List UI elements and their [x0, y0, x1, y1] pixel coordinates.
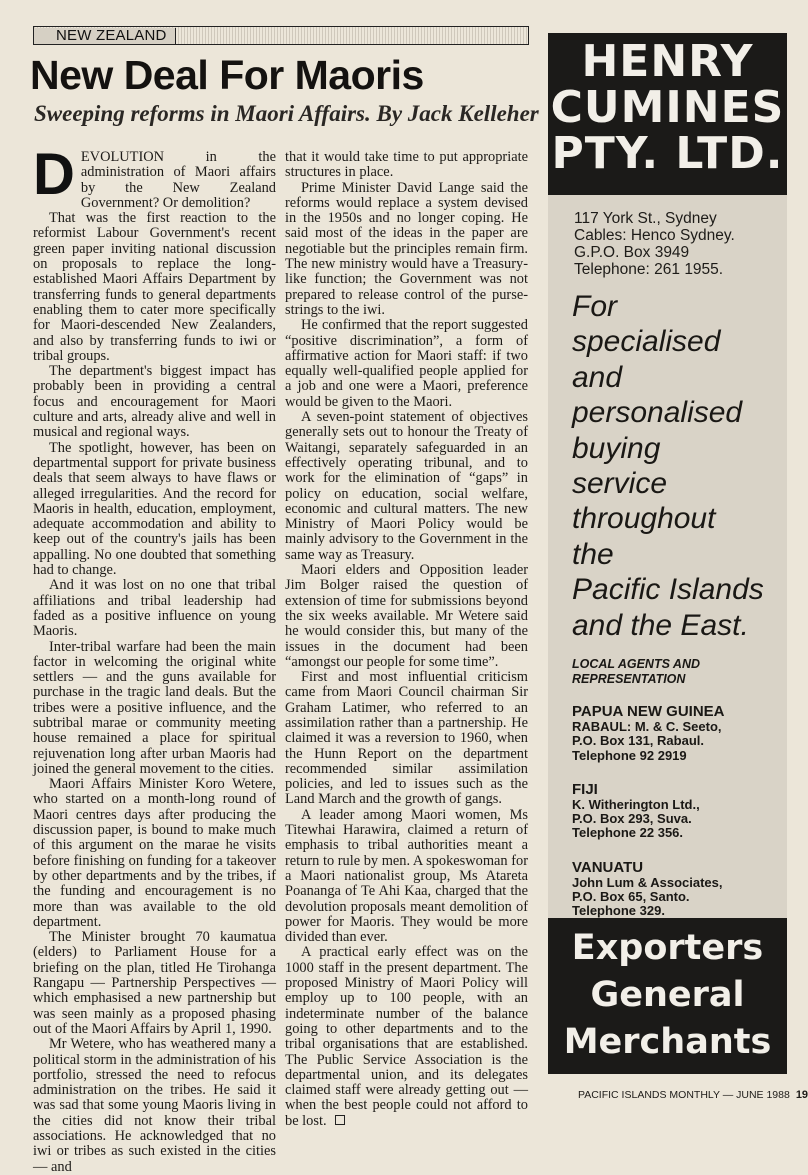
ad-slogan-line: For: [572, 290, 617, 323]
ad-slogan: [572, 289, 782, 643]
article-paragraph: [33, 578, 276, 639]
drop-cap: D: [33, 142, 75, 207]
ad-agent-detail: P.O. Box 131, Rabaul.: [572, 733, 704, 749]
paragraph-text: He confirmed that the report suggested “positive discrimination”, a form of affirmative action for Maori staff: if two equally well-qualified people applied for a job and one were a Maori, preference would be given to the Maori.: [285, 317, 528, 410]
article-paragraph: [285, 563, 528, 670]
ad-agents-heading: [572, 657, 700, 686]
paragraph-text: A practical early effect was on the 1000 staff in the present department. The proposed Ministry of Maori Policy will employ up to 100 people, with an indeterminate number of the balance going to other departments and to the tribal organisations that are established. The Public Service Association is the departmental union, and its delegates claimed staff were already getting out — when the best people could not afford to be lost.: [285, 944, 528, 1129]
article-column-1: [33, 142, 276, 1175]
paragraph-text: The department's biggest impact has probably been in providing a central focus and encouragement for Maori culture and arts, already alive and well in musical and regional ways.: [33, 363, 276, 441]
ad-agents-heading-line: LOCAL AGENTS AND: [572, 657, 701, 671]
article-paragraph: [285, 150, 528, 181]
ad-slogan-line: personalised: [572, 396, 743, 430]
ad-slogan-line: the: [572, 537, 614, 571]
ad-agent-country: FIJI: [572, 780, 598, 798]
paragraph-text: Maori Affairs Minister Koro Wetere, who started on a month-long round of Maori centres days after producing the discussion paper, is bound to make much of this argument on the marae he visits before finishing on funding for a takeover by other departments and by the tribes, if the funding and encouragement is no more than was available to the old department.: [33, 776, 276, 930]
ad-agent-detail: P.O. Box 65, Santo.: [572, 889, 690, 905]
article-paragraph: [33, 777, 276, 930]
paragraph-text: The Minister brought 70 kaumatua (elders) to Parliament House for a briefing on the plan, titled He Tirohanga Rangapu — Partnership Perspectives — which emphasised a new partnership but was seen mainly as a proposed phasing out of the Maori Affairs by April 1, 1990.: [33, 929, 276, 1037]
ad-agent-detail: John Lum & Associates,: [572, 874, 723, 890]
paragraph-text: A seven-point statement of objectives generally sets out to honour the Treaty of Waitangi, separately safeguarded in an effectively operating tribunal, and to work for the elimination of “gaps” in policy on education, social welfare, economic and cultural matters. The new Ministry of Maori Policy would be mainly advisory to the Government in the same way as Treasury.: [285, 409, 528, 563]
ad-tagline-banner: [548, 918, 787, 1074]
article-headline: New Deal For Maoris: [30, 52, 424, 98]
article-paragraph: [33, 441, 276, 579]
ad-agent-detail: Telephone 92 2919: [572, 747, 687, 763]
article-deck: Sweeping reforms in Maori Affairs. By Jack Kelleher: [34, 101, 539, 126]
article-paragraph: [33, 364, 276, 440]
ad-slogan-line: buying: [572, 431, 661, 465]
folio-publication: PACIFIC ISLANDS MONTHLY — JUNE 1988: [578, 1089, 790, 1101]
ad-agent-country: PAPUA NEW GUINEA: [572, 703, 725, 720]
ad-company-name: HENRY CUMINES PTY. LTD.: [550, 36, 785, 179]
ad-slogan-line: and: [572, 360, 623, 394]
paragraph-text: EVOLUTION in the administration of Maori affairs by the New Zealand Government? Or demolition?: [80, 149, 276, 211]
ad-agent-detail: Telephone 22 356.: [572, 825, 684, 841]
ad-agents-heading-line: REPRESENTATION: [572, 671, 686, 686]
paragraph-text: And it was lost on no one that tribal affiliations and tribal leadership had faded as a positive influence on young Maoris.: [33, 577, 276, 640]
ad-agent-detail: RABAUL: M. & C. Seeto,: [572, 719, 722, 734]
ad-slogan-line: throughout: [572, 502, 716, 536]
section-label: NEW ZEALAND: [34, 28, 176, 44]
page-folio: [578, 1089, 808, 1101]
article-paragraph: [285, 410, 528, 563]
article-paragraph: [285, 318, 528, 410]
paragraph-text: The spotlight, however, has been on departmental support for private business deals that seem always to have flaws or alleged irregularities. And the record for Maoris in health, education, employment, adequate accommodation and ability to keep out of the country's jails has been appalling. No one doubted that something had to change.: [33, 439, 276, 579]
section-tag: [33, 26, 529, 45]
paragraph-text: Prime Minister David Lange said the reforms would replace a system devised in the 1950s and no longer coping. He said most of the ideas in the paper are negotiable but the principles remain firm. The new ministry would have a Treasury-like function; the Government was not prepared to release control of the purse-strings to the iwi.: [285, 179, 528, 318]
paragraph-text: A leader among Maori women, Ms Titewhai Harawira, claimed a return of emphasis to tribal authorities meant a return to rule by men. A spokeswoman for a Maori nationalist group, Ms Atareta Poananga of Te Ahi Kaa, charged that the devolution proposals meant demolition of power for Maoris. They would be more divided than ever.: [285, 806, 528, 946]
ad-agent-entry: [572, 781, 782, 841]
ad-slogan-line: service: [572, 467, 668, 501]
article-paragraph: [33, 930, 276, 1037]
paragraph-text: that it would take time to put appropriate structures in place.: [285, 149, 528, 181]
ad-agent-entry: [572, 703, 782, 763]
article-paragraph: [33, 1037, 276, 1175]
folio-page-number: 19: [795, 1089, 808, 1101]
paragraph-text: That was the first reaction to the reformist Labour Government's recent green paper inviting national discussion on proposals to replace the long-established Maori Affairs Department by transferring funds to general departments enabling them to cater more specifically for Maori-descended New Zealanders, and also by transferring funds to iwi or tribal groups.: [33, 210, 276, 364]
paragraph-text: First and most influential criticism came from Maori Council chairman Sir Graham Latimer, who referred to an assimilation rather than a partnership. He claimed it was a reversion to 1960, when the Hunn Report on the department recommended similar assimilation policies, and led to issues such as the Land March and the growth of gangs.: [285, 669, 528, 808]
article-paragraph: [33, 211, 276, 364]
ad-slogan-line: specialised: [572, 325, 721, 359]
paragraph-text: Mr Wetere, who has weathered many a political storm in the administration of his portfolio, stressed the need to refocus administration on the tribes. He said it was sad that some young Maoris living in the cities did not know their tribal associations. He acknowledged that no iwi or tribes as such existed in the cities — and: [33, 1036, 276, 1175]
ad-slogan-line: and the East.: [572, 608, 749, 642]
article-paragraph: [285, 181, 528, 319]
end-of-article-mark: [335, 1115, 345, 1125]
ad-address-line: G.P.O. Box 3949: [574, 244, 690, 261]
advertisement: [548, 33, 787, 1074]
paragraph-text: Inter-tribal warfare had been the main factor in welcoming the original white settlers — and the guns available for purchase in the tragic land deals. But the tribes were a positive influence, and the subtribal marae or community meeting house remained a place for spiritual rejuvenation long after urban Maoris had joined the general movement to the cities.: [33, 638, 276, 777]
article-paragraph: [33, 142, 276, 211]
ad-agent-detail: K. Witherington Ltd.,: [572, 796, 700, 812]
article-paragraph: [285, 945, 528, 1129]
paragraph-text: Maori elders and Opposition leader Jim Bolger raised the question of extension of time for submissions beyond the six weeks available. Mr Wetere said he would consider this, but many of the issues in the document had been “amongst our people for some time”.: [285, 562, 528, 670]
ad-company-banner: [548, 33, 787, 195]
ad-agent-entry: [572, 859, 782, 919]
ad-address-line: Telephone: 261 1955.: [574, 261, 724, 278]
ad-agent-detail: Telephone 329.: [572, 903, 665, 919]
ad-agent-country: VANUATU: [572, 858, 644, 876]
article-paragraph: [285, 808, 528, 946]
article-paragraph: [285, 670, 528, 808]
ad-address-line: 117 York St., Sydney: [574, 210, 717, 227]
ad-tagline: Exporters General Merchants: [563, 928, 772, 1062]
ad-agents-list: [572, 703, 782, 937]
ad-address-line: Cables: Henco Sydney.: [574, 227, 735, 244]
ad-agent-detail: P.O. Box 293, Suva.: [572, 811, 692, 827]
ad-slogan-line: Pacific Islands: [572, 573, 764, 607]
article-column-2: [285, 150, 528, 1129]
ad-address-block: [574, 210, 735, 278]
article-paragraph: [33, 640, 276, 778]
